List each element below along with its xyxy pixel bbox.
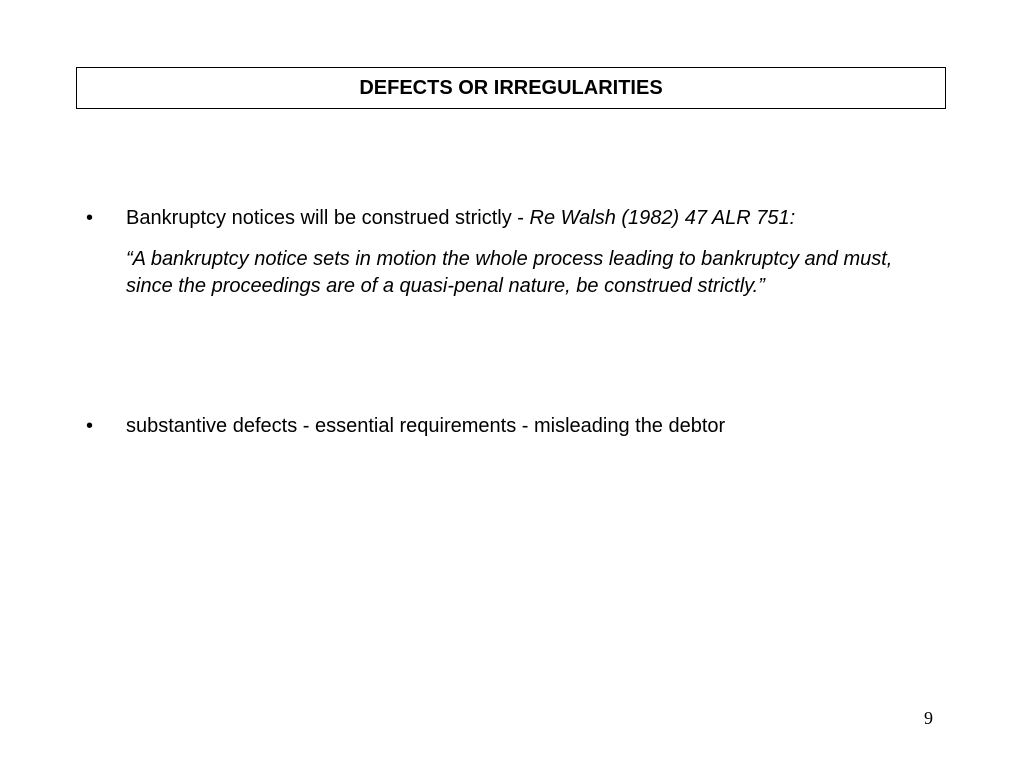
page-number: 9	[924, 708, 933, 728]
bullet-text	[126, 206, 795, 230]
case-quote: “A bankruptcy notice sets in motion the whole process leading to bankruptcy and must, since the proceedings are of a quasi-penal nature, be construed strictly.”	[126, 248, 893, 297]
bullet-item-1	[86, 206, 795, 230]
bullet-marker: •	[86, 207, 94, 229]
bullet-marker: •	[86, 415, 94, 437]
slide-title-box	[76, 67, 946, 109]
bullet-item-2	[86, 414, 725, 438]
slide-title: DEFECTS OR IRREGULARITIES	[359, 76, 663, 99]
case-citation: Re Walsh (1982) 47 ALR 751:	[529, 207, 796, 229]
bullet-text: substantive defects - essential requirements - misleading the debtor	[126, 415, 726, 437]
bullet-main-text: Bankruptcy notices will be construed strictly -	[126, 207, 530, 229]
